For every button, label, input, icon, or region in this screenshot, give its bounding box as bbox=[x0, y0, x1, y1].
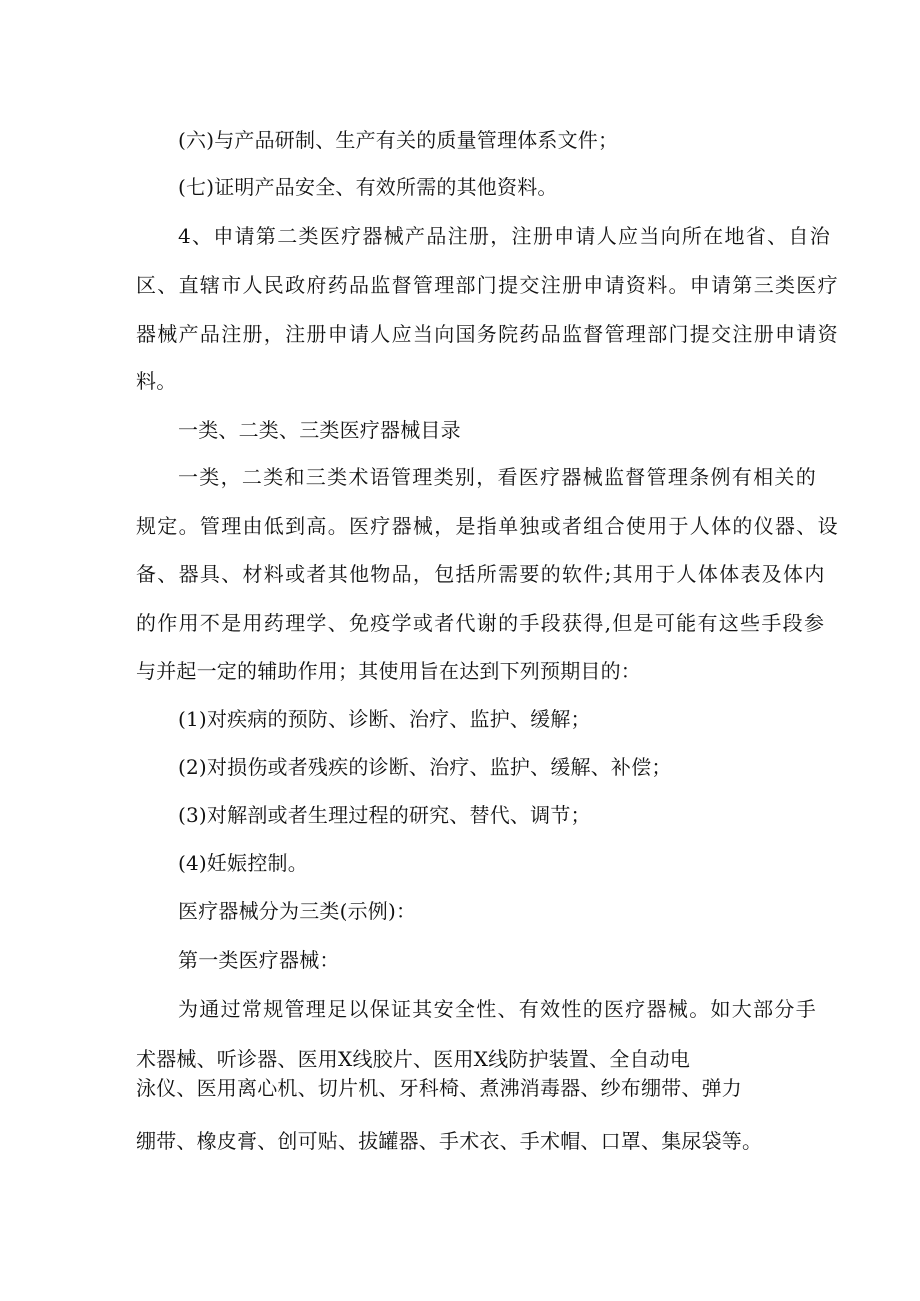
paragraph-line-2: (七)证明产品安全、有效所需的其他资料。 bbox=[178, 175, 558, 199]
paragraph-line-20: 术器械、听诊器、医用X线胶片、医用X线防护装置、全自动电 bbox=[136, 1047, 691, 1071]
paragraph-line-18: 第一类医疗器械： bbox=[178, 948, 340, 972]
paragraph-line-12: 与并起一定的辅助作用；其使用旨在达到下列预期目的： bbox=[136, 659, 641, 683]
paragraph-line-11: 的作用不是用药理学、免疫学或者代谢的手段获得,但是可能有这些手段参 bbox=[136, 611, 826, 635]
list-item-2: (2)对损伤或者残疾的诊断、治疗、监护、缓解、补偿； bbox=[178, 755, 672, 779]
paragraph-line-21: 泳仪、医用离心机、切片机、牙科椅、煮沸消毒器、纱布绷带、弹力 bbox=[136, 1076, 742, 1100]
paragraph-line-5: 器械产品注册，注册申请人应当向国务院药品监督管理部门提交注册申请资 bbox=[136, 322, 839, 346]
paragraph-line-17: 医疗器械分为三类(示例)： bbox=[178, 899, 417, 923]
paragraph-line-9: 规定。管理由低到高。医疗器械，是指单独或者组合使用于人体的仪器、设 bbox=[136, 514, 839, 538]
list-item-3: (3)对解剖或者生理过程的研究、替代、调节； bbox=[178, 803, 591, 827]
list-item-1: (1)对疾病的预防、诊断、治疗、监护、缓解； bbox=[178, 707, 591, 731]
paragraph-line-6: 料。 bbox=[136, 369, 177, 393]
paragraph-line-1: (六)与产品研制、生产有关的质量管理体系文件； bbox=[178, 128, 619, 152]
paragraph-line-19: 为通过常规管理足以保证其安全性、有效性的医疗器械。如大部分手 bbox=[178, 997, 817, 1021]
paragraph-line-10: 备、器具、材料或者其他物品，包括所需要的软件;其用于人体体表及体内 bbox=[136, 562, 826, 586]
list-item-4: (4)妊娠控制。 bbox=[178, 851, 308, 875]
section-heading: 一类、二类、三类医疗器械目录 bbox=[178, 418, 461, 442]
paragraph-line-4: 区、直辖市人民政府药品监督管理部门提交注册申请资料。申请第三类医疗 bbox=[136, 273, 839, 297]
paragraph-line-3: 4、申请第二类医疗器械产品注册，注册申请人应当向所在地省、自治 bbox=[178, 224, 832, 248]
paragraph-line-8: 一类，二类和三类术语管理类别，看医疗器械监督管理条例有相关的 bbox=[178, 465, 817, 489]
paragraph-line-22: 绷带、橡皮膏、创可贴、拔罐器、手术衣、手术帽、口罩、集尿袋等。 bbox=[136, 1129, 763, 1153]
